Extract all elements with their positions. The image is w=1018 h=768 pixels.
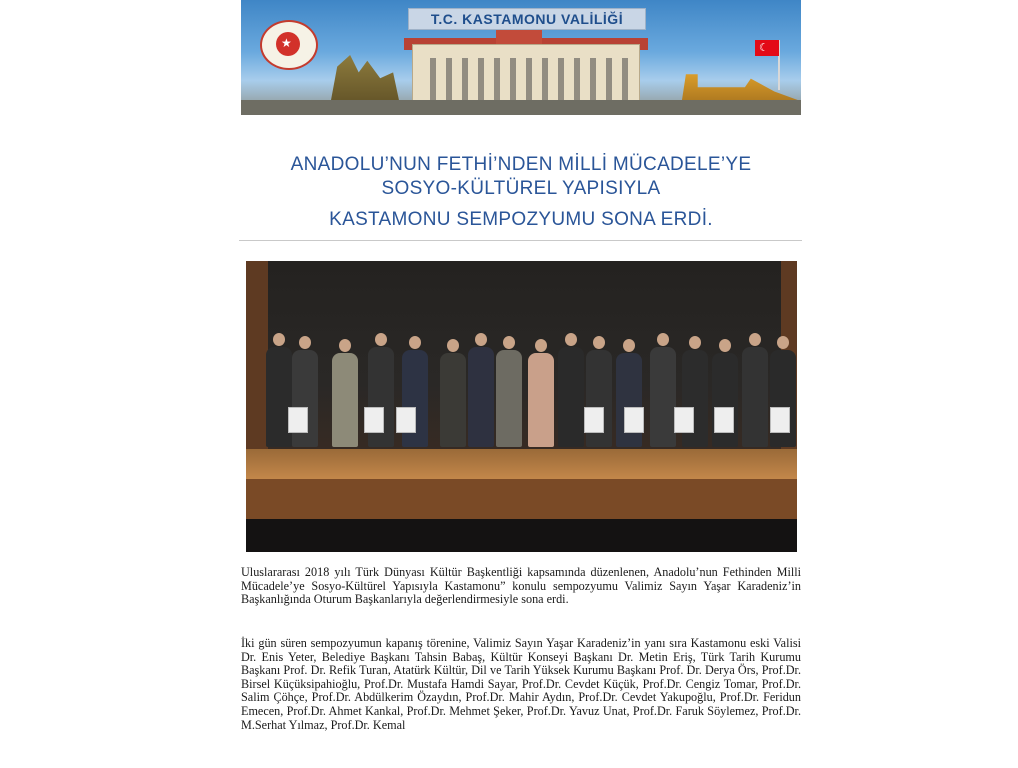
- ground-strip: [241, 100, 801, 115]
- gift-bag: [674, 407, 694, 433]
- stage-front: [246, 479, 797, 524]
- gift-bag: [770, 407, 790, 433]
- participant-head: [749, 333, 761, 346]
- gift-bag: [714, 407, 734, 433]
- headline-line-1: ANADOLU’NUN FETHİ’NDEN MİLLİ MÜCADELE’YE: [290, 154, 752, 175]
- audience-silhouettes: [246, 519, 797, 552]
- participant-head: [719, 339, 731, 352]
- participant-head: [689, 336, 701, 349]
- participant-figure: [496, 350, 522, 447]
- divider: [239, 240, 802, 241]
- participant-head: [273, 333, 285, 346]
- headline-line-2: SOSYO-KÜLTÜREL YAPISIYLA: [381, 178, 661, 199]
- governorship-seal-icon: ★: [260, 20, 318, 70]
- group-photo: [246, 261, 797, 552]
- participant-figure: [440, 353, 466, 447]
- flag-crescent-icon: ☾: [759, 42, 769, 54]
- participant-head: [447, 339, 459, 352]
- participant-figure: [558, 347, 584, 447]
- banner-title: T.C. KASTAMONU VALİLİĞİ: [408, 8, 646, 30]
- gift-bag: [584, 407, 604, 433]
- participant-head: [475, 333, 487, 346]
- participant-figure: [742, 347, 768, 447]
- participant-head: [339, 339, 351, 352]
- participant-head: [535, 339, 547, 352]
- headline-line-3: KASTAMONU SEMPOZYUMU SONA ERDİ.: [329, 209, 713, 230]
- participant-figure: [528, 353, 554, 447]
- gift-bag: [364, 407, 384, 433]
- participant-figure: [650, 347, 676, 447]
- gift-bag: [288, 407, 308, 433]
- curtain-left: [246, 261, 268, 466]
- participant-head: [593, 336, 605, 349]
- participant-head: [409, 336, 421, 349]
- participant-figure: [332, 353, 358, 447]
- participant-head: [623, 339, 635, 352]
- participant-head: [657, 333, 669, 346]
- gift-bag: [396, 407, 416, 433]
- paragraph-2: İki gün süren sempozyumun kapanış törenine, Valimiz Sayın Yaşar Karadeniz’in yanı sıra Kastamonu eski Valisi Dr. Enis Yeter, Belediye Başkanı Tahsin Babaş, Kültür Konseyi Başkanı Dr. Metin Eriş, Türk Tarih Kurumu Başkanı Prof. Dr. Refik Turan, Atatürk Kültür, Dil ve Tarih Yüksek Kurumu Başkanı Prof. Dr. Derya Örs, Prof.Dr. Birsel Küçüksipahioğlu, Prof.Dr. Mustafa Hamdi Sayar, Prof.Dr. Cevdet Küçük, Prof.Dr. Cengiz Tomar, Prof.Dr. Salim Çöhçe, Prof.Dr. Abdülkerim Özaydın, Prof.Dr. Mahir Aydın, Prof.Dr. Cevdet Yakupoğlu, Prof.Dr. Feridun Emecen, Prof.Dr. Ahmet Kankal, Prof.Dr. Mehmet Şeker, Prof.Dr. Yavuz Unat, Prof.Dr. Faruk Söylemez, Prof.Dr. M.Serhat Yılmaz, Prof.Dr. Kemal: [241, 636, 801, 732]
- participant-head: [777, 336, 789, 349]
- building-windows: [420, 58, 632, 102]
- participant-head: [503, 336, 515, 349]
- participant-figure: [468, 347, 494, 447]
- participant-head: [299, 336, 311, 349]
- stage-floor: [246, 449, 797, 479]
- paragraph-1: Uluslararası 2018 yılı Türk Dünyası Kültür Başkentliği kapsamında düzenlenen, Anadolu’nun Fethinden Milli Mücadele’ye Sosyo-Kültürel Yapısıyla Kastamonu” konulu sempozyumu Valimiz Sayın Yaşar Karadeniz’in Başkanlığında Oturum Başkanlarıyla değerlendirmesiyle sona erdi.: [241, 565, 801, 607]
- participant-head: [565, 333, 577, 346]
- participant-head: [375, 333, 387, 346]
- gift-bag: [624, 407, 644, 433]
